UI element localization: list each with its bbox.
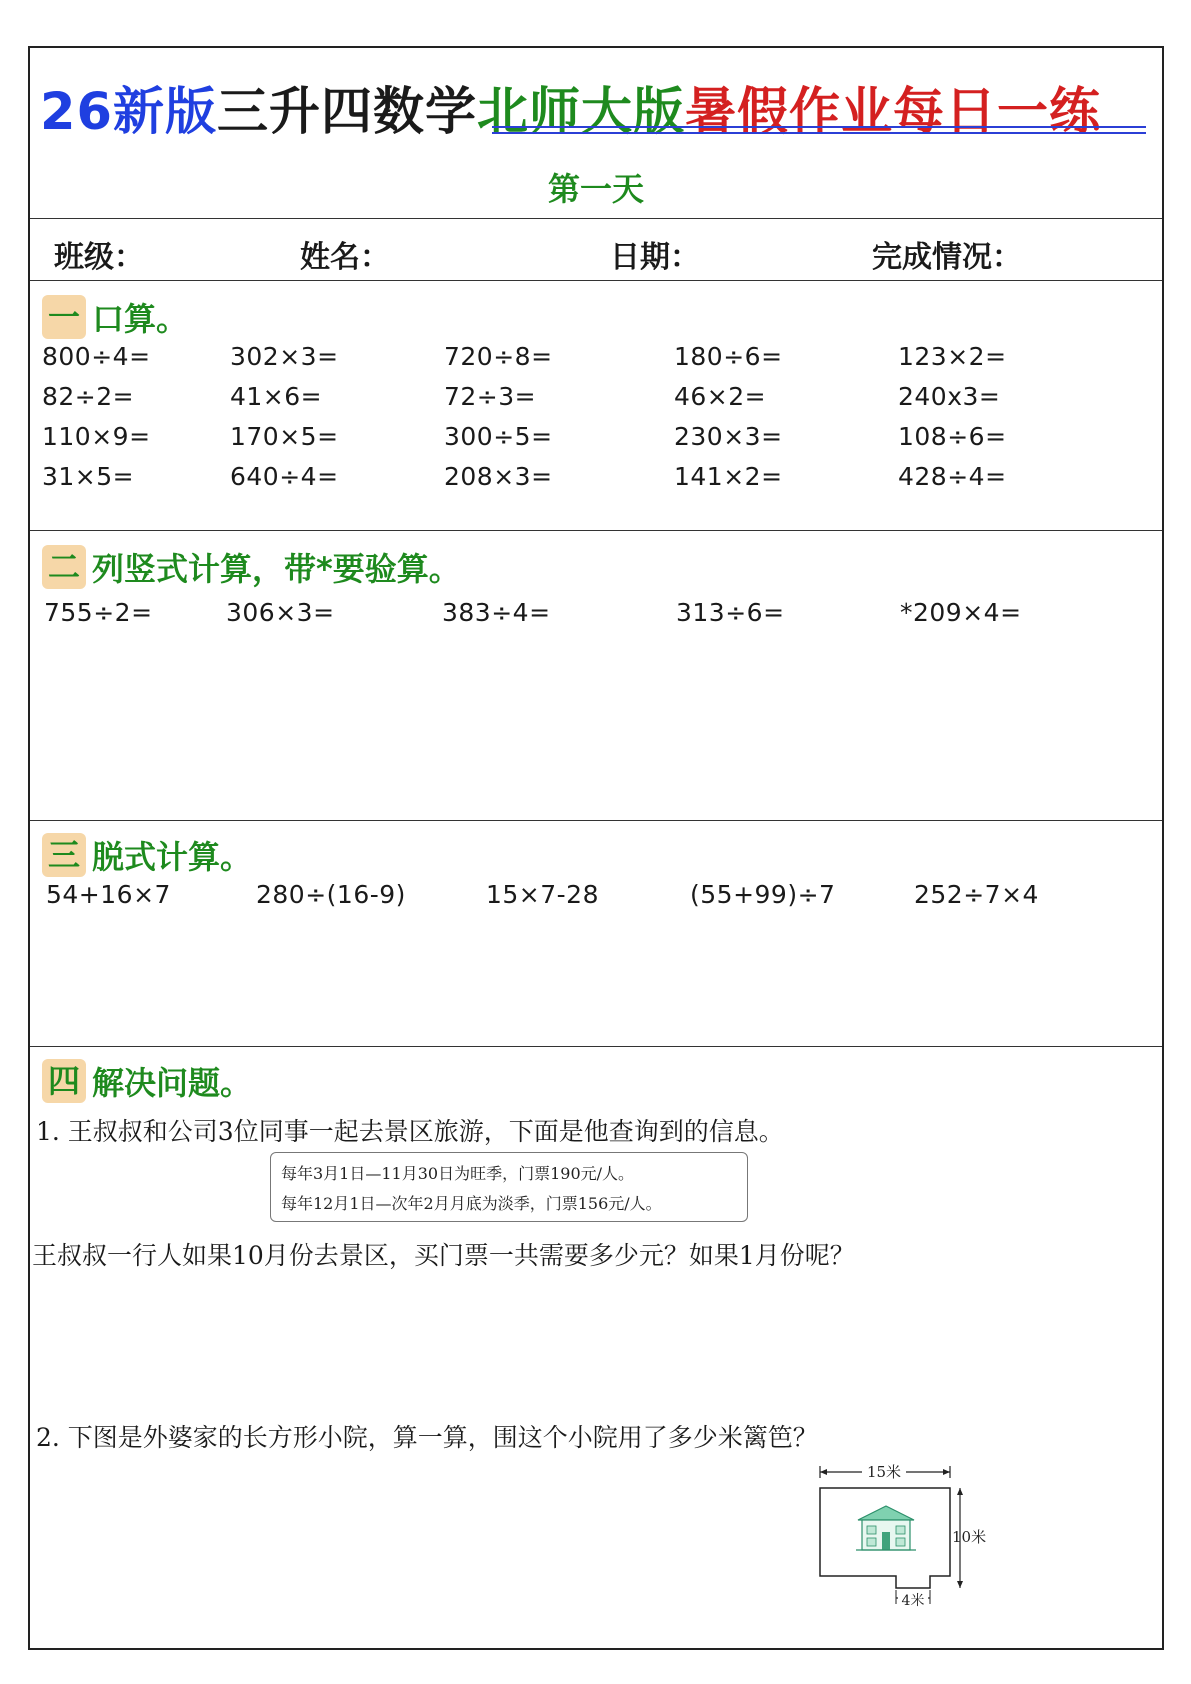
status-field-label: 完成情况： [872, 240, 1022, 275]
section-2-heading [42, 544, 461, 590]
section-1-heading [42, 294, 188, 340]
ticket-info-peak: 每年3月1日—11月30日为旺季，门票190元/人。 [281, 1164, 635, 1183]
class-field-label: 班级： [54, 240, 144, 275]
vertical-calc-item: 306×3= [226, 598, 335, 627]
title-edition: 26新版 [40, 83, 217, 142]
ticket-info-box [270, 1152, 748, 1222]
oral-calc-item: 46×2= [674, 382, 767, 411]
section-4-title: 解决问题。 [92, 1064, 253, 1102]
ticket-info-offpeak: 每年12月1日—次年2月月底为淡季，门票156元/人。 [281, 1194, 662, 1213]
worksheet [28, 46, 1164, 1650]
oral-calc-item: 141×2= [674, 462, 783, 491]
section-2-title: 列竖式计算，带*要验算。 [92, 550, 461, 588]
title-publisher: 北师大版 [477, 83, 686, 142]
oral-calc-item: 640÷4= [230, 462, 339, 491]
height-label: 10米 [952, 1528, 987, 1546]
day-label: 第一天 [547, 170, 644, 208]
oral-calc-item: 208×3= [444, 462, 553, 491]
stepwise-calc-item: (55+99)÷7 [690, 880, 836, 909]
oral-calc-item: 800÷4= [42, 342, 151, 371]
yard-diagram [800, 1458, 1000, 1618]
title-subject: 暑假作业每日一练 [685, 83, 1102, 142]
vertical-calc-item: *209×4= [900, 598, 1022, 627]
problem-1-question: 王叔叔一行人如果10月份去景区，买门票一共需要多少元？如果1月份呢？ [32, 1241, 855, 1270]
section-3-title: 脱式计算。 [92, 838, 253, 876]
divider [30, 280, 1162, 281]
oral-calc-item: 41×6= [230, 382, 323, 411]
problem-1-text: 1. 王叔叔和公司3位同事一起去景区旅游，下面是他查询到的信息。 [36, 1117, 784, 1146]
stepwise-calc-item: 280÷(16-9) [256, 880, 406, 909]
oral-calc-item: 240x3= [898, 382, 1001, 411]
stepwise-calc-item: 54+16×7 [46, 880, 171, 909]
oral-calc-item: 180÷6= [674, 342, 783, 371]
title-grade: 三升四数学 [216, 83, 477, 142]
section-4-heading [42, 1058, 252, 1104]
oral-calc-item: 108÷6= [898, 422, 1007, 451]
title-underline-2 [492, 132, 1146, 134]
oral-calc-item: 110×9= [42, 422, 151, 451]
oral-calc-item: 82÷2= [42, 382, 135, 411]
divider [30, 820, 1162, 821]
date-field-label: 日期： [610, 240, 700, 275]
oral-calc-item: 300÷5= [444, 422, 553, 451]
section-4-number: 四 [42, 1059, 86, 1103]
gap-label: 4米 [901, 1593, 925, 1609]
width-label: 15米 [866, 1463, 902, 1481]
house-icon [856, 1506, 916, 1550]
oral-calc-item: 720÷8= [444, 342, 553, 371]
title-underline [492, 126, 1146, 128]
vertical-calc-item: 755÷2= [44, 598, 153, 627]
section-2-number: 二 [42, 545, 86, 589]
divider [30, 1046, 1162, 1047]
oral-calc-item: 170×5= [230, 422, 339, 451]
oral-calc-item: 72÷3= [444, 382, 537, 411]
section-1-number: 一 [42, 295, 86, 339]
oral-calc-item: 123×2= [898, 342, 1007, 371]
section-1-title: 口算。 [92, 300, 189, 338]
oral-calc-item: 230×3= [674, 422, 783, 451]
stepwise-calc-item: 15×7-28 [486, 880, 599, 909]
oral-calc-item: 31×5= [42, 462, 135, 491]
section-3-heading [42, 832, 252, 878]
oral-calc-item: 302×3= [230, 342, 339, 371]
stepwise-calc-item: 252÷7×4 [914, 880, 1039, 909]
section-3-number: 三 [42, 833, 86, 877]
divider [30, 530, 1162, 531]
problem-2-text: 2. 下图是外婆家的长方形小院，算一算，围这个小院用了多少米篱笆？ [36, 1423, 818, 1452]
divider [30, 218, 1162, 219]
vertical-calc-item: 313÷6= [676, 598, 785, 627]
name-field-label: 姓名： [300, 240, 390, 275]
vertical-calc-item: 383÷4= [442, 598, 551, 627]
oral-calc-item: 428÷4= [898, 462, 1007, 491]
